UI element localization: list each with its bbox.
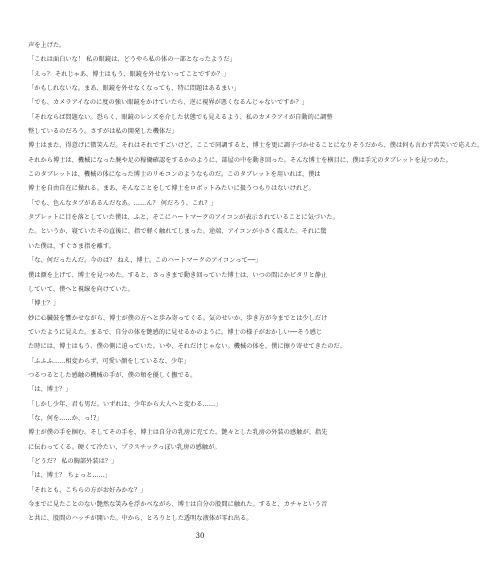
text-line: 妙に心臓鼓を響かせながら、博士が僕の方へと歩み寄ってくる。気のせいか、歩き方が今までとは少しだけ: [28, 314, 328, 322]
text-line: に伝わってくる。硬くて冷たい、プラスチックっぽい乳房の感触が。: [28, 443, 221, 451]
text-line: 「博士？」: [28, 300, 60, 308]
text-line: いた僕は、すぐさま指を離す。: [28, 242, 115, 250]
body-text: [28, 39, 483, 527]
text-line: 「えっ？ それじゃあ、博士はもう、眼鏡を外せないってことですか？」: [28, 70, 230, 78]
text-line: 今までに見たことのない艶然な笑みを浮かべながら、博士は自分の股間に触れた。すると、カチャという音: [28, 501, 328, 508]
text-line: つるつるとした感触の機械の手が、僕の頬を優しく撫でる。: [28, 371, 197, 379]
text-line: 「それとも、こちらの方がお好みかな？」: [28, 486, 147, 494]
text-line: 僕は顔を上げて、博士を見つめた。すると、さっきまで動き回っていた博士は、いつの間にかピタリと静止: [28, 271, 328, 279]
text-line: それから博士は、機械になった腕や足の稼働確認をするかのように、部屋の中を動き回った。そんな博士を横目に、僕は手元のタブレットを見つめた。: [28, 156, 452, 164]
text-line: 博士はまた、得意げに微笑んだ。それはそれですごいけど、ここで同調すると、博士を更に調子づかせることになりそうだから、僕は何も言わず苦笑いで応えた。: [28, 142, 483, 150]
text-line: タブレットに目を落としていた僕は、ふと、そこにハートマークのアイコンが表示されていることに気づいた。: [28, 214, 339, 222]
text-line: このタブレットは、機械の体になった博士のリモコンのようなものだ。このタブレットを用いれば、僕は: [28, 171, 321, 179]
text-line: 「どうだ？ 私の胸部外装は？」: [28, 457, 118, 465]
page-number: 30: [195, 532, 205, 540]
text-line: た時には、博士はもう、僕の側に迫っていた。いや、それだけじゃない。機械の体を、僕に擦り寄せてきたのだ。: [28, 343, 346, 351]
text-line: 整しているのだろう。さすがは私の開発した機体だ」: [28, 128, 178, 136]
text-line: 「でも、カメラアイなのに度の強い眼鏡をかけていたら、逆に視界が悪くなるんじゃないですか？」: [28, 99, 309, 107]
text-line: 「でも、色んなタブがあるんだなあ。……ん？ 何だろう、これ？」: [28, 199, 217, 207]
text-line: 「ふふふ……相変わらず、可愛い顔をしているな、少年」: [28, 357, 190, 365]
text-line: 「な、何を……か、っ!?」: [28, 414, 103, 422]
text-line: 「な、何だったんだ。今のは？ ねえ、博士。このハートマークのアイコンって──」: [28, 257, 262, 265]
text-line: た。というか、寝ていたその直後に、指で軽く触れてしまった。途端、アイコンが小さく震えた。それに驚: [28, 228, 327, 236]
text-line: 博士を自由自在に操れる。まあ、そんなことをして博士をロボットみたいに扱うつもりはないけれど。: [28, 185, 315, 193]
text-line: 「かもしれないな。まあ、眼鏡を外せなくなっても、特に問題はあるまい」: [28, 85, 240, 93]
text-line: 「それならば問題ない。恐らく、眼鏡のレンズを介した状態でも見えるよう、私のカメラアイが自動的に調整: [28, 113, 333, 121]
text-line: していて、僕へと視線を向けていた。: [28, 285, 134, 293]
text-line: 「しかし少年、君も男だ。いずれは、少年から大人へと変わる……」: [28, 400, 222, 408]
text-line: ていたように見えた。まるで、自分の体を艶感的に見せるかのように。博士の様子がおかしい──そう感じ: [28, 328, 323, 336]
text-line: と共に、股間のハッチが開いた。中から、とろりとした透明な液体が零れ出る。: [28, 515, 253, 523]
text-line: 「これは面白いな！ 私の眼鏡は、どうやら私の体の一部となったようだ」: [28, 56, 236, 64]
text-line: 「は、博士？」: [28, 386, 72, 394]
text-line: 「は、博士？ ちょっと……」: [28, 472, 112, 480]
text-line: 声を上げた。: [28, 42, 66, 49]
text-line: 博士が僕の手を掴む。そしてその手を、博士は自分の乳房に充てた。艶々とした乳房の外装の感触が、指先: [28, 429, 328, 437]
